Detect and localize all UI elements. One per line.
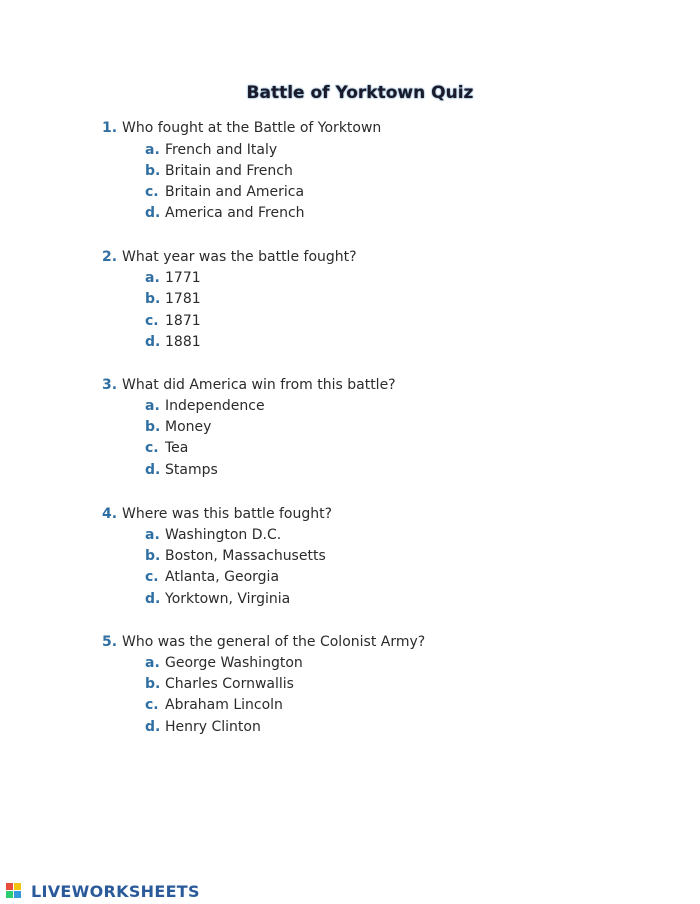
answer-3d — [145, 462, 218, 478]
answer-letter: c. — [145, 569, 159, 585]
answer-3b — [145, 419, 211, 435]
answer-text: Money — [165, 419, 212, 435]
question-text: Who fought at the Battle of Yorktown — [122, 120, 382, 136]
answer-text: 1771 — [165, 270, 201, 286]
answer-letter: b. — [145, 548, 161, 564]
answer-letter: b. — [145, 291, 161, 307]
answer-text: Henry Clinton — [165, 719, 261, 735]
question-number: 4. — [102, 506, 118, 522]
answer-3a — [145, 398, 265, 414]
answer-3c — [145, 440, 188, 456]
answer-letter: c. — [145, 697, 159, 713]
question-4 — [102, 506, 332, 522]
answer-text: 1781 — [165, 291, 201, 307]
question-1 — [102, 120, 381, 136]
answer-letter: a. — [145, 655, 160, 671]
answer-5c — [145, 697, 283, 713]
answer-letter: b. — [145, 163, 161, 179]
question-5 — [102, 634, 425, 650]
answer-5a — [145, 655, 303, 671]
answer-text: Stamps — [165, 462, 218, 478]
answer-text: Independence — [165, 398, 265, 414]
answer-letter: a. — [145, 527, 160, 543]
quiz-title: Battle of Yorktown Quiz — [246, 83, 474, 103]
question-text: Where was this battle fought? — [122, 506, 333, 522]
answer-letter: a. — [145, 142, 160, 158]
answer-text: 1881 — [165, 334, 201, 350]
answer-4d — [145, 591, 290, 607]
answer-text: 1871 — [165, 313, 201, 329]
answer-text: Washington D.C. — [165, 527, 282, 543]
answer-letter: c. — [145, 440, 159, 456]
answer-text: Boston, Massachusetts — [165, 548, 326, 564]
answer-letter: b. — [145, 419, 161, 435]
answer-letter: d. — [145, 462, 161, 478]
question-2 — [102, 249, 357, 265]
answer-letter: c. — [145, 313, 159, 329]
answer-letter: c. — [145, 184, 159, 200]
liveworksheets-logo-icon — [6, 883, 28, 899]
question-3 — [102, 377, 396, 393]
question-number: 1. — [102, 120, 118, 136]
answer-5d — [145, 719, 261, 735]
answer-text: Abraham Lincoln — [165, 697, 283, 713]
answer-4a — [145, 527, 281, 543]
answer-1a — [145, 142, 277, 158]
question-number: 2. — [102, 249, 118, 265]
question-text: Who was the general of the Colonist Army? — [122, 634, 426, 650]
answer-4b — [145, 548, 326, 564]
answer-letter: a. — [145, 270, 160, 286]
answer-2c — [145, 313, 201, 329]
liveworksheets-brand: LIVEWORKSHEETS — [31, 881, 200, 901]
answer-letter: d. — [145, 205, 161, 221]
answer-text: French and Italy — [165, 142, 278, 158]
answer-1c — [145, 184, 304, 200]
answer-5b — [145, 676, 294, 692]
question-text: What did America win from this battle? — [122, 377, 396, 393]
answer-text: America and French — [165, 205, 305, 221]
answer-text: Tea — [165, 440, 189, 456]
answer-2a — [145, 270, 201, 286]
answer-1d — [145, 205, 305, 221]
answer-2b — [145, 291, 201, 307]
question-number: 3. — [102, 377, 118, 393]
question-number: 5. — [102, 634, 118, 650]
answer-text: George Washington — [165, 655, 303, 671]
question-text: What year was the battle fought? — [122, 249, 357, 265]
answer-letter: d. — [145, 334, 161, 350]
answer-letter: d. — [145, 591, 161, 607]
answer-text: Yorktown, Virginia — [165, 591, 291, 607]
answer-2d — [145, 334, 201, 350]
answer-text: Britain and America — [165, 184, 305, 200]
answer-letter: b. — [145, 676, 161, 692]
answer-text: Britain and French — [165, 163, 293, 179]
answer-text: Atlanta, Georgia — [165, 569, 280, 585]
answer-letter: d. — [145, 719, 161, 735]
answer-1b — [145, 163, 293, 179]
liveworksheets-footer[interactable] — [6, 881, 200, 901]
answer-text: Charles Cornwallis — [165, 676, 294, 692]
answer-letter: a. — [145, 398, 160, 414]
answer-4c — [145, 569, 279, 585]
